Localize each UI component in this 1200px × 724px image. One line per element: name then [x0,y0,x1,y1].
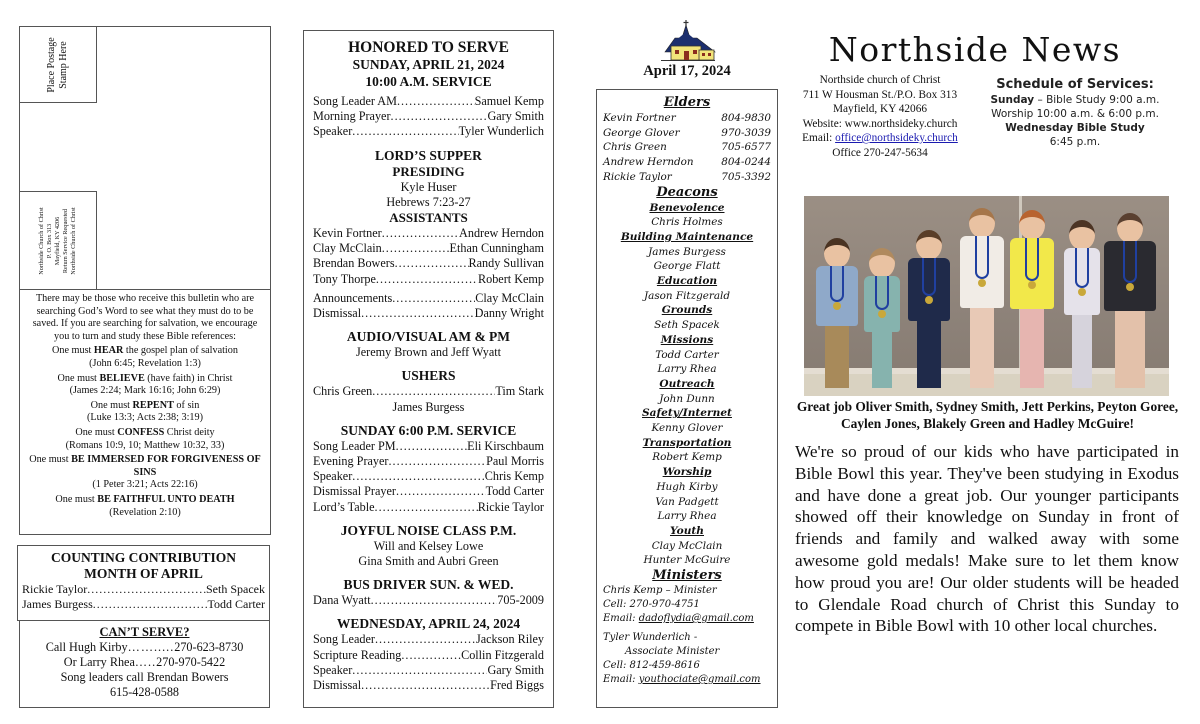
elder-phone: 705-3392 [721,170,771,183]
assignee-name: Todd Carter [485,484,544,499]
salvation-step-keyword: CONFESS [117,426,165,438]
salvation-step-refs: (Luke 13:3; Acts 2:38; 3:19) [86,412,203,424]
honored-date: SUNDAY, APRIL 21, 2024 [352,57,505,72]
salvation-step-text: One must HEAR the gospel plan of salvation [52,345,238,357]
elder-row [603,140,771,155]
deacon-name: James Burgess [648,245,726,258]
counting-title: COUNTING CONTRIBUTION [51,550,236,565]
deacon-area: Benevolence [649,201,725,214]
leader-row [313,226,544,241]
pm-service-rows [313,439,544,515]
joyful-noise-line: Gina Smith and Aubri Green [358,554,499,569]
salvation-step [26,400,264,425]
am-service-rows [313,94,544,140]
honored-to-serve-panel [303,30,554,708]
deacon-area: Youth [669,524,704,537]
child-figure [1064,220,1100,388]
role-label: Speaker [313,124,353,139]
assistants-rows [313,226,544,287]
salvation-step [26,373,264,398]
elders-list [603,111,771,185]
assignee-name: Clay McClain [475,290,544,305]
mailing-panel [19,26,271,290]
presiding-label: PRESIDING [392,163,465,179]
assignee-name: Chris Kemp [484,469,544,484]
church-street: 711 W Housman St./P.O. Box 313 [802,88,958,101]
church-email-label: Email: [802,132,836,144]
bible-bowl-story: We're so proud of our kids who have participated in Bible Bowl this year. They've been studying in Exodus and have done a great job. Our younger participants showed off their knowledge on Sunday in front of friends and family and walked away with some awesome gold medals! Make sure to let them know how proud you are! Our older students will be headed to Glendale Road church of Christ this Sunday to compete in Bible Bowl with 10 other local churches. [795,442,1179,636]
dot-leader [375,632,476,647]
dot-leader [397,94,475,109]
salvation-step-text: One must REPENT of sin [90,399,200,411]
elder-phone: 705-6577 [721,141,771,154]
stamp-label-line: Place Postage [46,36,57,93]
dot-leader [392,291,475,306]
cant-serve-row: Call Hugh Kirby ……..... 270-623-8730 [45,640,244,654]
deacon-name: Larry Rhea [657,510,717,523]
deacon-name: John Dunn [659,392,715,405]
salvation-step-keyword: REPENT [132,399,174,411]
elder-row [603,111,771,126]
bus-driver-title: BUS DRIVER SUN. & WED. [343,577,514,593]
counting-row: Rickie Taylor ..... Seth Spacek [22,582,265,597]
ushers-row: Chris Green ..... Tim Stark [313,384,544,399]
leader-row [313,469,544,484]
role-label: Evening Prayer [313,454,389,469]
wednesday-label: Wednesday Bible Study [1005,122,1145,134]
minister-email-link[interactable]: dadoflydia@gmail.com [638,613,754,625]
church-email-link[interactable]: office@northsideky.church [835,132,958,144]
role-label: Scripture Reading [313,647,402,662]
deacon-name: Van Padgett [655,495,719,508]
salvation-step-refs: (James 2:24; Mark 16:16; John 6:29) [69,385,221,397]
salvation-step-keyword: HEAR [93,345,124,357]
assignee-name: Eli Kirschbaum [467,438,544,453]
song-leader-note: Song leaders call Brendan Bowers [60,670,229,684]
counting-contribution-panel [17,545,270,621]
elder-row [603,126,771,141]
elder-name: Kevin Fortner [603,112,676,124]
leader-row [313,94,544,109]
leader-row [313,663,544,678]
role-label: Dismissal Prayer [313,484,396,499]
minister-entry [603,584,771,626]
salvation-step-keyword: BE FAITHFUL UNTO DEATH [97,493,235,505]
photo-caption: Great job Oliver Smith, Sydney Smith, Jett Perkins, Peyton Goree, Caylen Jones, Blakely Green and Hadley McGuire! [796,399,1179,431]
child-figure [960,208,1004,388]
return-address-line: Mayfield, KY 4206 [54,216,61,265]
deacon-name: Hunter McGuire [643,554,731,567]
stamp-label-line: Stamp Here [58,40,69,89]
deacons-list [603,201,771,569]
role-label: Kevin Fortner [313,226,382,241]
cant-serve-row: Or Larry Rhea ….. 270-970-5422 [63,655,226,669]
dot-leader [401,648,461,663]
minister-entry [603,631,771,687]
assignee-name: Samuel Kemp [474,94,544,108]
assignee-name: Collin Fitzgerald [461,647,544,662]
minister-role: Associate Minister [625,646,720,658]
role-label: Song Leader AM [313,94,397,108]
minister-email-link[interactable]: youthociate@gmail.com [638,674,761,686]
return-address-line: Northside Church of Christ [70,206,77,275]
salvation-step-text: One must BE FAITHFUL UNTO DEATH [55,493,235,505]
presiding-name: Kyle Huser [400,179,457,194]
announcement-rows [313,291,544,321]
role-label: Dismissal [313,306,362,321]
sunday-worship: Worship 10:00 a.m. & 6:00 p.m. [991,108,1159,120]
leader-row [313,484,544,499]
deacon-area: Missions [660,333,714,346]
minister-name: Chris Kemp – Minister [603,585,717,597]
leader-row [313,454,544,469]
assignee-name: Jackson Riley [475,632,544,647]
dot-leader [396,439,468,454]
dot-leader [361,306,475,321]
minister-email-label: Email: [603,613,639,625]
role-label: Brendan Bowers [313,256,395,271]
church-address-block [790,73,970,160]
leader-row [313,306,544,321]
church-office-phone: Office 270-247-5634 [832,146,928,159]
salvation-step-refs: (John 6:45; Revelation 1:3) [89,357,201,369]
assignee-name: Gary Smith [487,109,544,124]
deacon-name: Jason Fitzgerald [643,289,731,302]
ushers-title: USHERS [401,368,456,384]
church-website: Website: www.northsideky.church [802,117,958,130]
leader-row [313,109,544,124]
av-title: AUDIO/VISUAL AM & PM [346,329,511,345]
role-label: Morning Prayer [313,109,391,124]
assignee-name: Tyler Wunderlich [458,124,544,139]
child-figure [1104,213,1156,388]
assignee-name: Fred Biggs [490,678,544,693]
cant-serve-panel [19,620,270,708]
schedule-title: Schedule of Services: [996,77,1154,92]
leader-row [313,632,544,647]
postage-stamp-box [19,26,97,103]
salvation-step [26,454,264,492]
wednesday-rows [313,632,544,693]
return-address-box [19,191,97,290]
role-label: Tony Thorpe [313,271,376,286]
deacons-title: Deacons [656,184,718,200]
return-address-line: P. O. Box 313 [46,223,53,258]
sunday-bible-study: – Bible Study 9:00 a.m. [1034,94,1160,106]
church-name: Northside church of Christ [819,74,941,86]
sunday-label: Sunday [990,94,1035,106]
minister-cell: Cell: 270-970-4751 [603,599,700,611]
assistants-label: ASSISTANTS [389,210,468,226]
deacon-area: Safety/Internet [642,407,732,420]
role-label: Song Leader PM [313,438,396,453]
elder-name: Chris Green [603,141,667,154]
salvation-intro: There may be those who receive this bulletin who are searching God’s Word to see what they must do to be saved. If you are searching for salvation, we encourage you to turn and study these Bible references: [32,293,258,342]
dot-leader [382,241,450,256]
deacon-name: Larry Rhea [657,363,717,376]
dot-leader [376,272,478,287]
dot-leader [352,469,484,484]
elder-row [603,155,771,170]
salvation-step-text: One must BELIEVE (have faith) in Christ [57,372,233,384]
cant-serve-title: CAN’T SERVE? [99,625,190,639]
bulletin-date: April 17, 2024 [643,63,731,79]
assignee-name: Paul Morris [486,454,544,469]
salvation-step-text: One must BE IMMERSED FOR FORGIVENESS OF SINS [29,454,261,478]
church-city: Mayfield, KY 42066 [832,103,928,115]
salvation-step-refs: (1 Peter 3:21; Acts 22:16) [92,479,198,491]
assignee-name: Ethan Cunningham [449,241,544,256]
dot-leader [352,124,458,139]
joyful-noise-line: Will and Kelsey Lowe [373,538,484,553]
song-leader-phone: 615-428-0588 [109,685,180,699]
salvation-step [26,427,264,452]
dot-leader [375,500,478,515]
elder-name: Rickie Taylor [603,170,672,183]
deacon-name: Todd Carter [655,348,719,361]
role-label: Speaker [313,469,353,484]
deacon-name: Chris Holmes [651,216,723,229]
leader-row [313,291,544,306]
return-address-line: Northside Church of Christ [38,206,45,275]
dot-leader [382,226,459,241]
role-label: Announcements [313,290,393,305]
dot-leader [391,109,488,124]
deacon-area: Grounds [661,304,713,317]
dot-leader [361,678,490,693]
leader-row [313,124,544,139]
child-figure [1010,210,1054,388]
dot-leader [352,663,487,678]
role-label: Lord’s Table [313,499,375,514]
counting-subtitle: MONTH OF APRIL [84,566,203,581]
leader-row [313,241,544,256]
child-figure [908,230,950,388]
leader-row [313,678,544,693]
pm-service-title: SUNDAY 6:00 P.M. SERVICE [340,422,517,438]
counting-row: James Burgess ..... Todd Carter [22,597,265,612]
elder-phone: 970-3039 [721,126,771,139]
church-building-icon [655,20,717,62]
salvation-step-keyword: BELIEVE [99,372,145,384]
wednesday-title: WEDNESDAY, APRIL 24, 2024 [336,616,521,632]
wednesday-time: 6:45 p.m. [1049,136,1101,148]
elder-row [603,170,771,185]
dot-leader [395,256,469,271]
honored-title: HONORED TO SERVE [348,39,509,56]
leader-row [313,648,544,663]
assignee-name: Gary Smith [487,662,544,677]
deacon-area: Education [656,275,718,288]
deacon-name: Robert Kemp [652,451,722,464]
deacon-name: Seth Spacek [654,319,720,332]
salvation-step-text: One must CONFESS Christ deity [75,426,215,438]
assignee-name: Randy Sullivan [468,256,544,271]
deacon-area: Building Maintenance [620,230,754,243]
elder-phone: 804-0244 [721,156,771,169]
child-figure [816,238,858,388]
assignee-name: Robert Kemp [477,271,544,286]
leader-row [313,439,544,454]
deacon-name: Hugh Kirby [656,480,718,493]
assignee-name: Danny Wright [474,306,544,321]
minister-cell: Cell: 812-459-8616 [603,660,700,672]
bus-driver-row: Dana Wyatt ..... 705-2009 [313,593,544,608]
lords-supper-title: LORD’S SUPPER [375,147,482,163]
salvation-panel [19,289,271,535]
elder-name: George Glover [603,126,680,139]
deacon-area: Outreach [659,377,715,390]
ushers-extra: James Burgess [392,399,465,414]
salvation-step-refs: (Revelation 2:10) [109,506,181,518]
schedule-of-services [975,76,1175,149]
role-label: Song Leader [313,632,375,647]
elder-name: Andrew Herndon [603,156,694,169]
salvation-step-refs: (Romans 10:9, 10; Matthew 10:32, 33) [65,439,225,451]
bible-bowl-photo [804,196,1169,396]
assignee-name: Andrew Herndon [459,226,544,241]
deacon-area: Transportation [642,436,732,449]
role-label: Dismissal [313,678,362,693]
honored-service: 10:00 A.M. SERVICE [365,74,492,89]
deacon-area: Worship [662,466,712,479]
minister-name: Tyler Wunderlich - [603,632,698,644]
assignee-name: Rickie Taylor [477,499,544,514]
role-label: Clay McClain [313,241,382,256]
joyful-noise-title: JOYFUL NOISE CLASS P.M. [340,522,517,538]
deacon-name: Kenny Glover [651,422,723,435]
leader-row [313,256,544,271]
child-figure [864,248,900,388]
church-staff-panel [596,89,778,708]
salvation-step-keyword: BE IMMERSED FOR FORGIVENESS OF SINS [71,454,261,478]
salvation-step [26,494,264,519]
role-label: Speaker [313,662,353,677]
salvation-step [26,345,264,370]
presiding-scripture: Hebrews 7:23-27 [386,194,471,209]
dot-leader [388,454,486,469]
salvation-steps [26,345,264,519]
dot-leader [396,484,486,499]
deacon-name: Clay McClain [651,539,723,552]
elder-phone: 804-9830 [721,112,771,124]
newsletter-masthead: Northside News [828,30,1122,69]
leader-row [313,500,544,515]
leader-row [313,272,544,287]
deacon-name: George Flatt [653,260,721,273]
av-names: Jeremy Brown and Jeff Wyatt [355,345,502,360]
elders-title: Elders [663,95,711,110]
minister-email-label: Email: [603,674,639,686]
ministers-title: Ministers [652,568,722,584]
return-address-line: Return Service Requested [62,208,69,273]
